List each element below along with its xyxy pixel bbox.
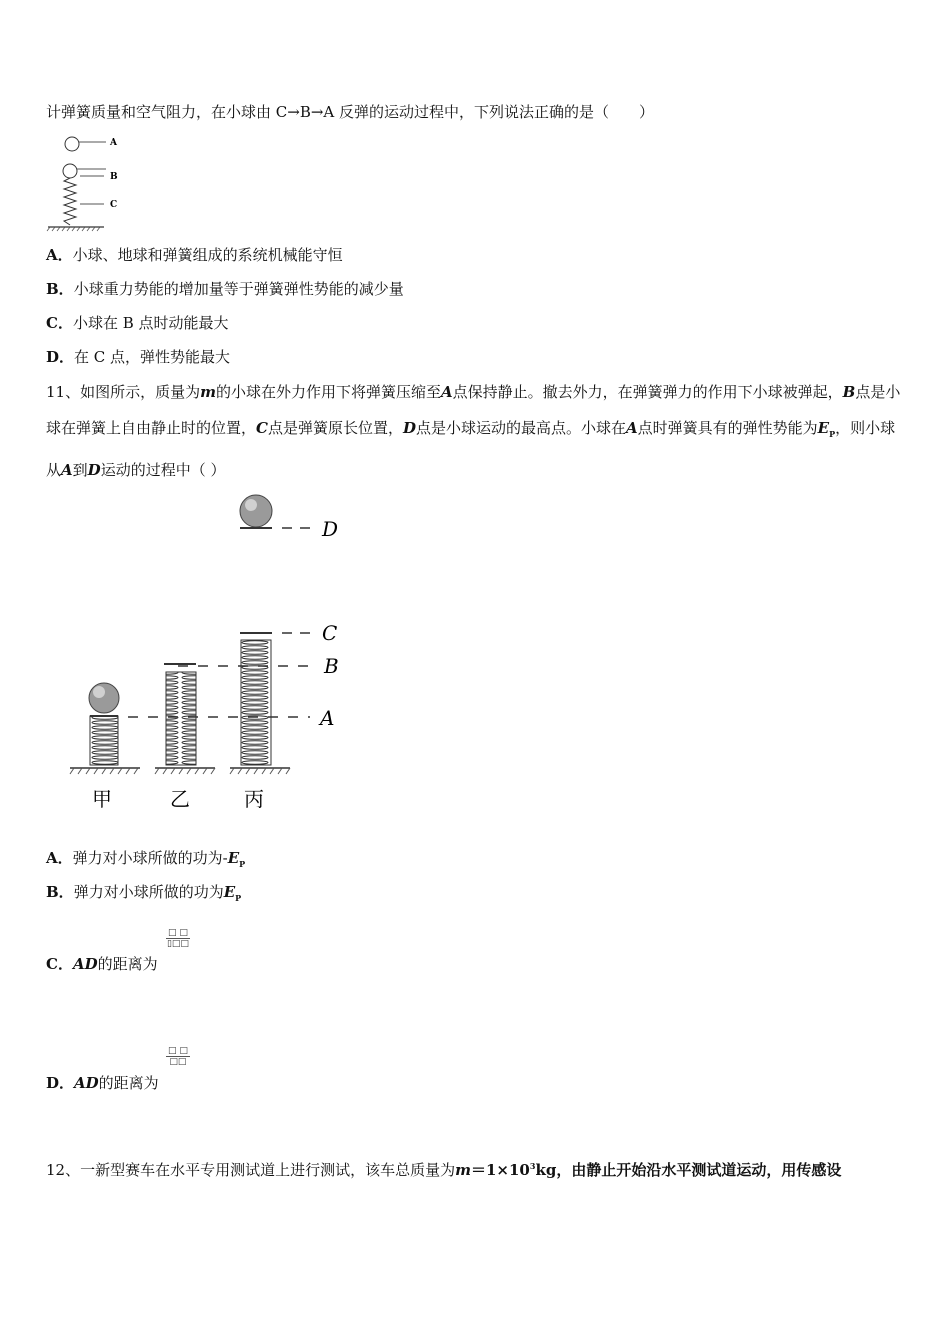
q10-option-b [46,279,404,299]
stem-text: 的小球在外力作用下将弹簧压缩至 [215,383,441,401]
var-ad: AD [72,955,98,973]
q10-spring-figure [44,130,134,234]
option-text: 弹力对小球所做的功为- [72,849,228,867]
stem-text: 一新型赛车在水平专用测试道上进行测试，该车总质量为 [80,1161,456,1179]
exponent: 3 [529,1161,536,1171]
option-text: 的距离为 [97,955,158,973]
option-letter: B． [46,883,74,901]
var-ep-sub: P [829,429,836,439]
stem-text: 点是弹簧原长位置， [267,419,403,437]
option-letter: A． [46,849,73,867]
option-letter: A． [46,246,73,264]
option-letter: C． [46,955,73,973]
q11-option-a [46,848,245,874]
label-d: D [322,517,339,541]
stem-text: ，则小球从 [46,419,896,479]
fraction-denominator: ▯□□ [166,939,189,949]
spring [64,178,76,225]
stem-text: 点保持静止。撤去外力，在弹簧弹力的作用下小球被弹起， [452,383,843,401]
q11-option-d [46,1073,159,1093]
stem-text: 点是小球在弹簧上自由静止时的位置， [46,383,901,437]
q11-option-c-fraction [166,928,190,949]
label-jia: 甲 [92,787,112,811]
stem-text: ＝1×10 [470,1161,530,1179]
label-c: C [110,200,118,210]
option-letter: C． [46,314,73,332]
option-text: 小球重力势能的增加量等于弹簧弹性势能的减少量 [73,280,404,298]
q11-option-b [46,882,241,908]
stem-text: 如图所示，质量为 [80,383,201,401]
fraction-numerator: □ □ [168,1046,188,1056]
label-a: A [110,138,117,148]
label-c: C [322,621,338,645]
var-ep-sub: P [239,859,246,869]
ball-top [65,137,79,151]
var-ep: E [227,849,240,867]
stem-text: 到 [72,461,88,479]
label-a: A [320,706,335,730]
option-letter: D． [46,1074,75,1092]
q11-option-c [46,954,158,974]
var-b: B [842,383,856,401]
option-text: 小球、地球和弹簧组成的系统机械能守恒 [72,246,343,264]
label-b: B [110,172,118,182]
var-a: A [441,383,453,401]
q11-stem [46,374,906,488]
fraction-denominator: □□ [169,1057,187,1067]
q12-number: 12、 [46,1161,81,1179]
var-ep: E [223,883,236,901]
ball-a [89,683,119,713]
var-ep-sub: P [235,893,242,903]
q11-number: 11、 [46,383,81,401]
q11-spring-figure [60,490,360,820]
var-ad: AD [74,1074,99,1092]
var-m: m [200,383,216,401]
label-yi: 乙 [170,787,190,811]
option-text: 弹力对小球所做的功为 [73,883,224,901]
stem-text: kg，由静止开始沿水平测试道运动，用传感设 [535,1161,842,1179]
ball-mid [63,164,77,178]
q10-option-a [46,245,343,265]
stem-text: 点是小球运动的最高点。小球在 [416,419,627,437]
q10-option-d [46,347,230,367]
stem-text: 点时弹簧具有的弹性势能为 [637,419,818,437]
var-d: D [87,461,101,479]
var-a: A [61,461,73,479]
fraction-numerator: □ □ [168,928,188,938]
q11-option-d-fraction [166,1046,190,1067]
var-a: A [626,419,638,437]
option-letter: B． [46,280,74,298]
var-c: C [256,419,268,437]
q12-stem [46,1156,841,1180]
option-text: 在 C 点，弹性势能最大 [74,348,231,366]
q10-option-c [46,313,229,333]
stem-text: 运动的过程中（ ） [100,461,226,479]
q10-stem: 计弹簧质量和空气阻力，在小球由 C→B→A 反弹的运动过程中，下列说法正确的是（ ） [46,103,655,121]
label-b: B [324,654,339,678]
option-text: 小球在 B 点时动能最大 [72,314,229,332]
option-text: 的距离为 [98,1074,159,1092]
var-ep: E [817,419,830,437]
label-bing: 丙 [244,787,264,811]
ball-d [240,495,272,527]
var-d: D [402,419,416,437]
var-m: m [455,1161,471,1179]
option-letter: D． [46,348,75,366]
